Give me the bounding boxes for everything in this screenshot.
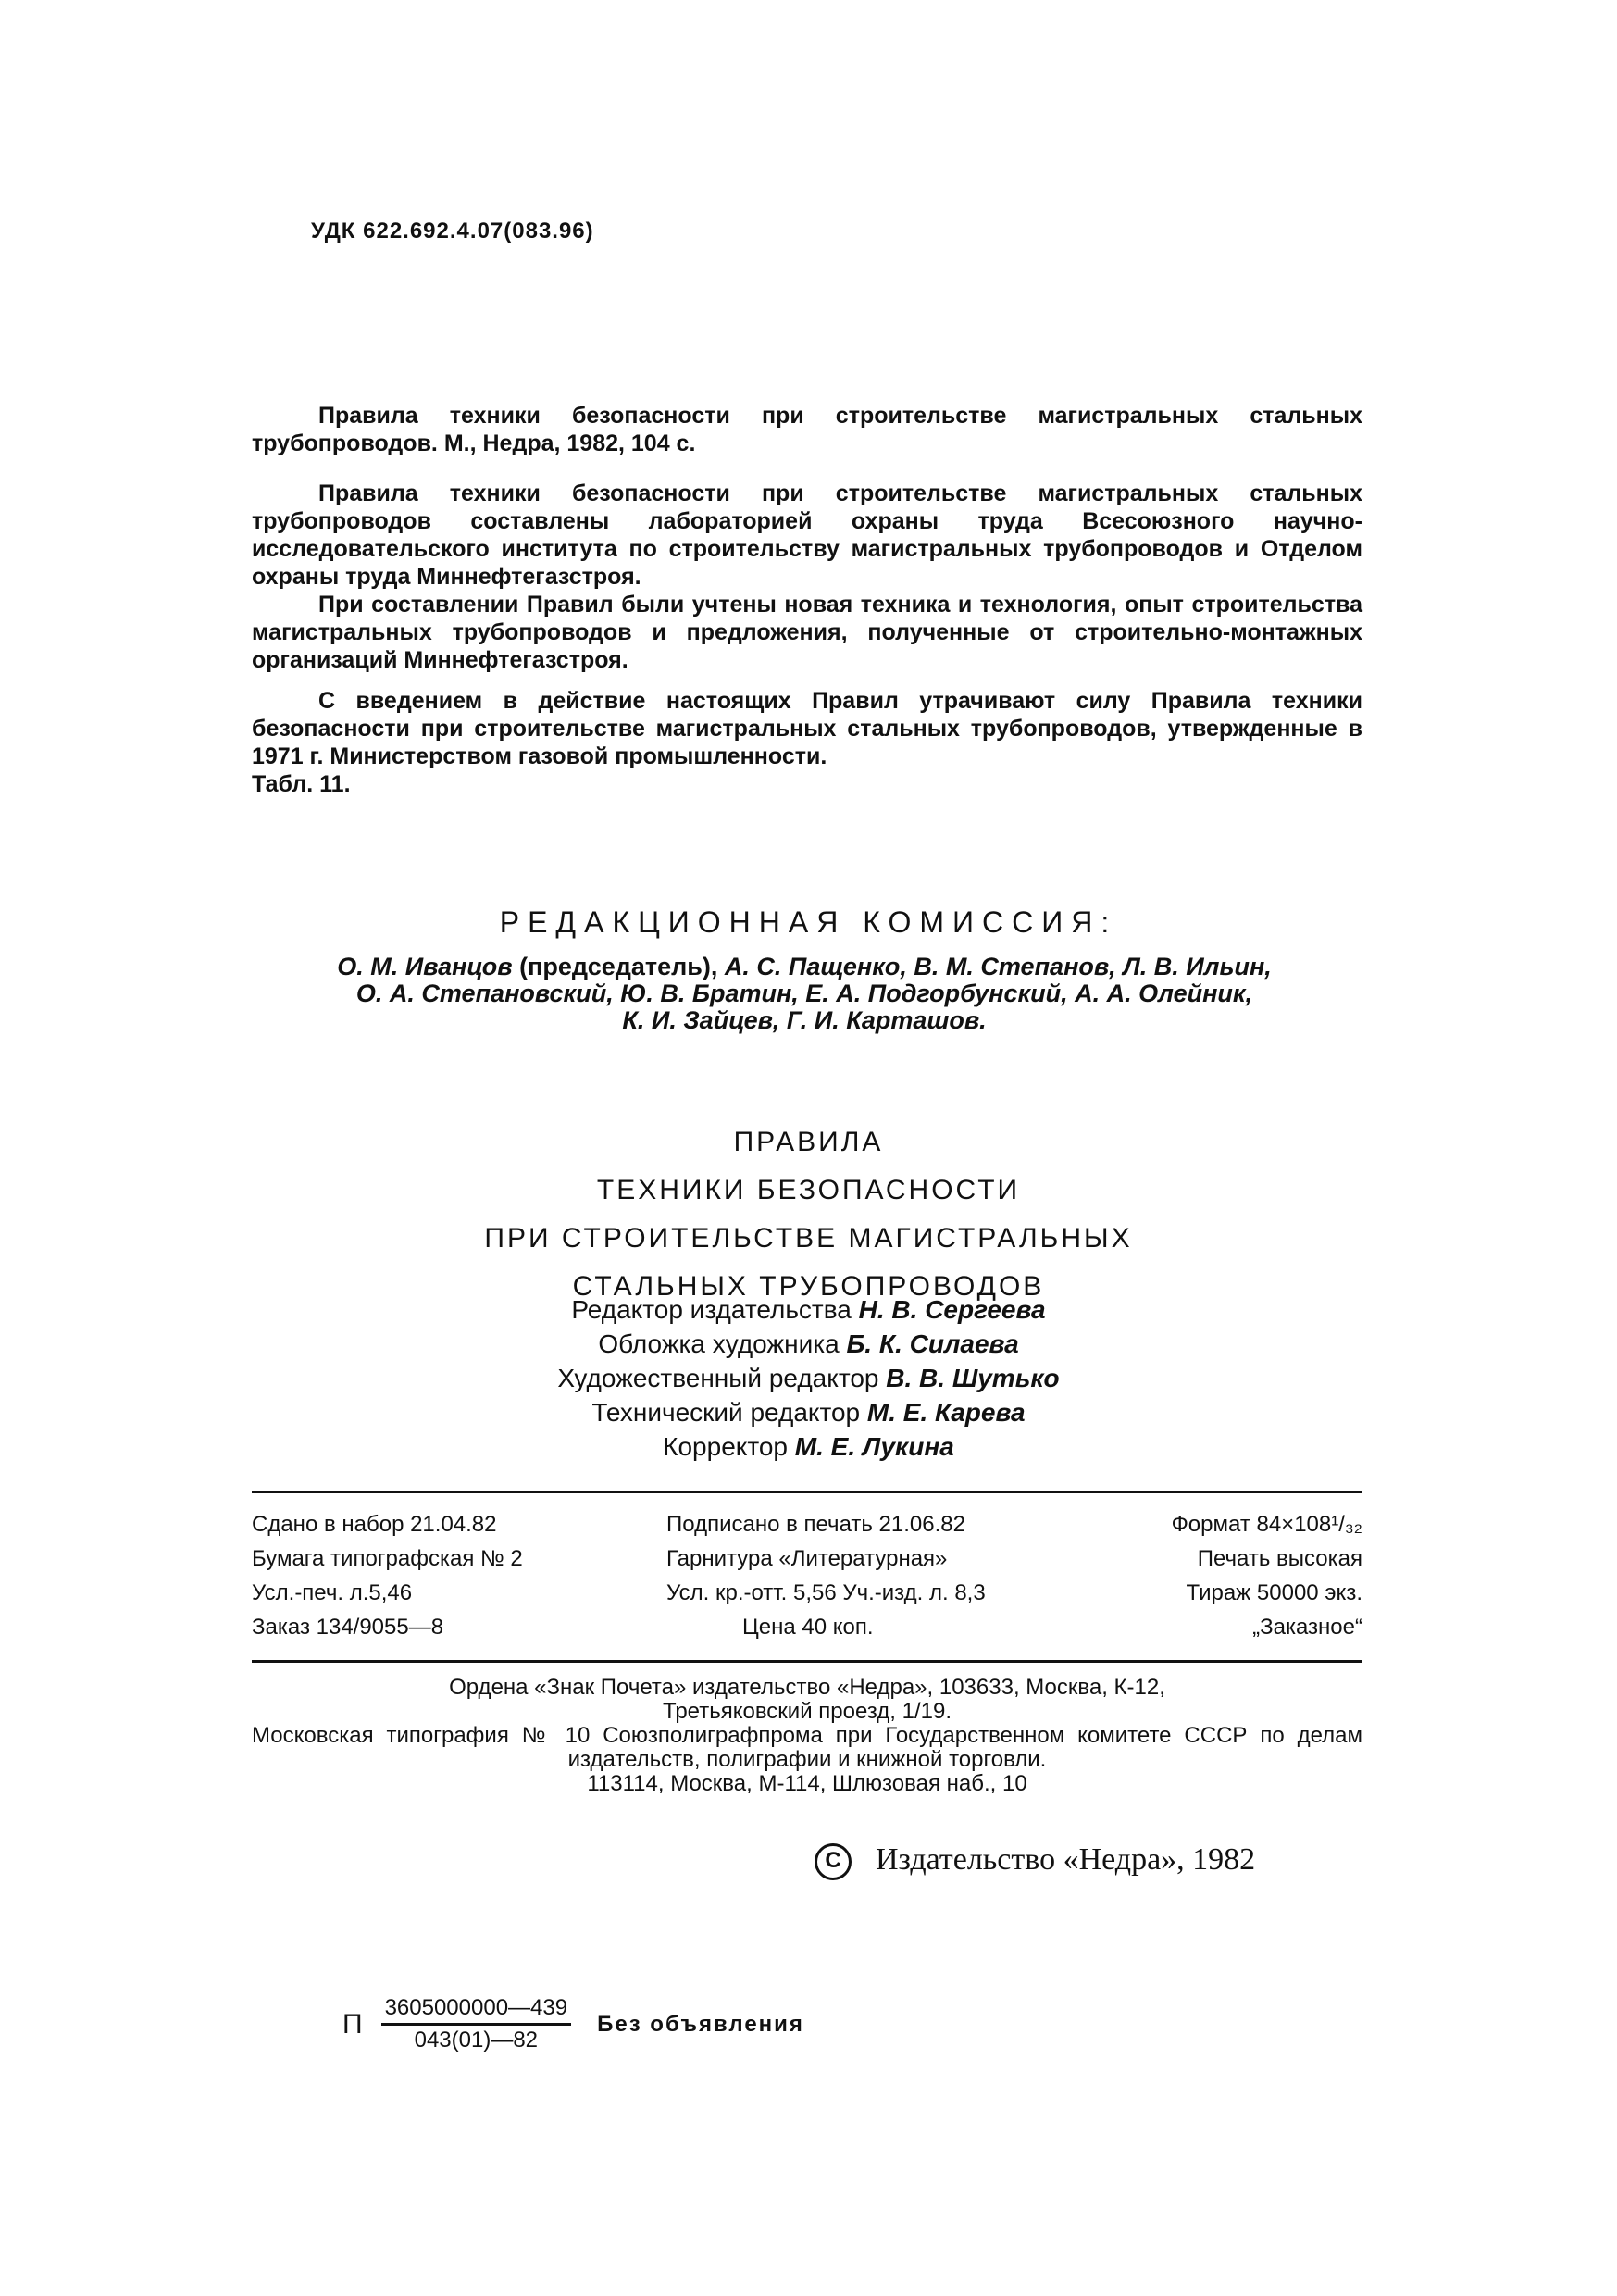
commission-line-2-text: О. А. Степановский, Ю. В. Братин, Е. А. Подгорбунский, А. А. Олейник, — [355, 980, 1253, 1007]
imprint-cell: Сдано в набор 21.04.82 — [252, 1512, 497, 1537]
abstract-paragraph-2: При составлении Правил были учтены новая техника и технология, опыт строительства магистральных трубопроводов и предложения, полученные от строительно-монтажных организаций Миннефтегазстроя. — [252, 592, 1362, 673]
imprint-row — [252, 1541, 1362, 1576]
staff-row — [0, 1395, 1617, 1429]
staff-row — [0, 1429, 1617, 1464]
staff-row — [0, 1292, 1617, 1327]
book-title — [0, 1118, 1617, 1311]
imprint-row — [252, 1610, 1362, 1644]
catalog-index — [342, 1995, 804, 2053]
staff-credits — [0, 1292, 1617, 1464]
supersession-paragraph: С введением в действие настоящих Правил утрачивают силу Правила техники безопасности при строительстве магистральных стальных трубопроводов, утвержденные в 1971 г. Министерством газовой промышленности. — [252, 688, 1362, 769]
publisher-info — [252, 1676, 1362, 1796]
commission-line-3-text: К. И. Зайцев, Г. И. Карташов. — [622, 1006, 987, 1034]
imprint-cell: Усл. кр.-отт. 5,56 Уч.-изд. л. 8,3 — [666, 1580, 986, 1605]
index-fraction — [381, 1995, 572, 2053]
printer-line: Московская типография № 10 Союзполиграфпрома при Государственном комитете СССР по делам издательств, полиграфии и книжной торговли. — [252, 1723, 1362, 1772]
book-title-line: СТАЛЬНЫХ ТРУБОПРОВОДОВ — [572, 1271, 1045, 1302]
staff-role: Корректор — [663, 1432, 795, 1461]
staff-row — [0, 1361, 1617, 1395]
divider-bottom — [252, 1660, 1362, 1663]
staff-person: М. Е. Карева — [866, 1398, 1026, 1427]
imprint-cell: Гарнитура «Литературная» — [666, 1546, 948, 1571]
imprint-cell: Заказ 134/9055—8 — [252, 1615, 444, 1640]
imprint-cell: Подписано в печать 21.06.82 — [666, 1512, 965, 1537]
commission-heading: РЕДАКЦИОННАЯ КОМИССИЯ: — [499, 905, 1118, 939]
imprint-row — [252, 1576, 1362, 1610]
staff-role: Технический редактор — [591, 1398, 867, 1427]
publisher-line-2: Третьяковский проезд, 1/19. — [663, 1699, 952, 1724]
index-denominator: 043(01)—82 — [414, 2028, 539, 2053]
imprint-table — [252, 1507, 1362, 1644]
staff-role: Редактор издательства — [571, 1295, 859, 1324]
imprint-cell: Цена 40 коп. — [742, 1615, 874, 1640]
commission-line-1-rest: А. С. Пащенко, В. М. Степанов, Л. В. Ильин, — [724, 953, 1272, 980]
book-title-line: ПРИ СТРОИТЕЛЬСТВЕ МАГИСТРАЛЬНЫХ — [484, 1223, 1133, 1254]
udk-code: УДК 622.692.4.07(083.96) — [311, 218, 594, 243]
commission-line-2 — [243, 980, 1366, 1007]
imprint-cell: „Заказное“ — [1252, 1615, 1362, 1640]
book-title-line: ТЕХНИКИ БЕЗОПАСНОСТИ — [596, 1175, 1021, 1205]
citation-block — [252, 402, 1362, 457]
commission-members — [243, 954, 1366, 1034]
staff-role: Обложка художника — [598, 1329, 847, 1358]
staff-person: М. Е. Лукина — [794, 1432, 954, 1461]
imprint-cell: Печать высокая — [1197, 1546, 1362, 1571]
imprint-cell: Тираж 50000 экз. — [1186, 1580, 1362, 1605]
imprint-row — [252, 1507, 1362, 1541]
abstract-paragraph-1: Правила техники безопасности при строительстве магистральных стальных трубопроводов составлены лабораторией охраны труда Всесоюзного научно-исследовательского института по строительству магистральных трубопроводов и Отделом охраны труда Миннефтегазстроя. — [252, 480, 1362, 590]
citation-text: Правила техники безопасности при строительстве магистральных стальных трубопроводов. М., Недра, 1982, 104 с. — [252, 403, 1362, 456]
imprint-cell: Бумага типографская № 2 — [252, 1546, 523, 1571]
staff-role: Художественный редактор — [557, 1364, 887, 1392]
tables-count: Табл. 11. — [252, 771, 351, 797]
commission-line-1 — [243, 954, 1366, 980]
index-numerator: 3605000000—439 — [381, 1995, 572, 2026]
staff-row — [0, 1327, 1617, 1361]
supersession-block — [252, 687, 1362, 798]
commission-chair-role: (председатель), — [512, 953, 725, 980]
index-letter: П — [342, 2008, 363, 2040]
imprint-cell: Формат 84×108¹/₃₂ — [1171, 1512, 1362, 1537]
copyright-text: Издательство «Недра», 1982 — [876, 1842, 1256, 1877]
staff-person: Н. В. Сергеева — [858, 1295, 1046, 1324]
copyright-icon: C — [815, 1843, 852, 1880]
no-ad-note: Без объявления — [597, 2011, 804, 2037]
staff-person: В. В. Шутько — [886, 1364, 1060, 1392]
imprint-cell: Усл.-печ. л.5,46 — [252, 1580, 413, 1605]
commission-line-3 — [243, 1007, 1366, 1034]
publisher-line-1: Ордена «Знак Почета» издательство «Недра», 103633, Москва, К-12, — [449, 1675, 1165, 1700]
staff-person: Б. К. Силаева — [846, 1329, 1019, 1358]
divider-top — [252, 1491, 1362, 1493]
book-title-line: ПРАВИЛА — [733, 1127, 884, 1157]
printer-address: 113114, Москва, М-114, Шлюзовая наб., 10 — [587, 1771, 1027, 1796]
abstract-block — [252, 480, 1362, 674]
copyright-line — [815, 1842, 1255, 1880]
commission-chair-name: О. М. Иванцов — [337, 953, 513, 980]
